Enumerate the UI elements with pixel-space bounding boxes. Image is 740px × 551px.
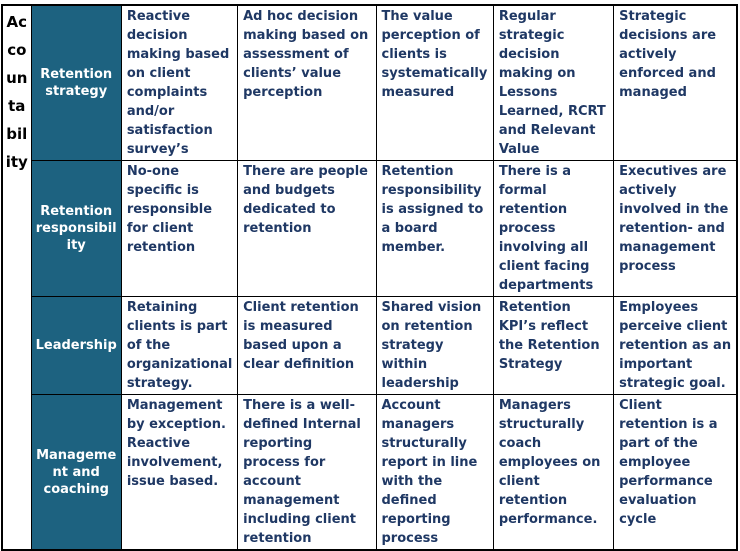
row-header-retention-responsibility: Retention responsibility <box>31 161 121 297</box>
matrix-cell: There is a formal retention process involving all client facing departments <box>493 161 613 297</box>
matrix-cell: Retention KPI’s reflect the Retention Strategy <box>493 297 613 395</box>
matrix-cell: Reactive decision making based on client complaints and/or satisfaction survey’s <box>121 5 237 161</box>
matrix-cell: Managers structurally coach employees on client retention performance. <box>493 395 613 551</box>
matrix-cell: Regular strategic decision making on Lessons Learned, RCRT and Relevant Value <box>493 5 613 161</box>
table-row <box>2 161 737 297</box>
matrix-cell: Executives are actively involved in the retention- and management process <box>614 161 737 297</box>
matrix-cell: There are people and budgets dedicated to retention <box>238 161 376 297</box>
table-row <box>2 5 737 161</box>
matrix-cell: Ad hoc decision making based on assessment of clients’ value perception <box>238 5 376 161</box>
matrix-cell: No-one specific is responsible for client retention <box>121 161 237 297</box>
matrix-cell: Client retention is a part of the employee performance evaluation cycle <box>614 395 737 551</box>
category-label-accountability: Accountability <box>2 5 31 550</box>
matrix-cell: Management by exception. Reactive involvement, issue based. <box>121 395 237 551</box>
matrix-cell: Strategic decisions are actively enforced and managed <box>614 5 737 161</box>
row-header-retention-strategy: Retention strategy <box>31 5 121 161</box>
matrix-cell: Retaining clients is part of the organizational strategy. <box>121 297 237 395</box>
matrix-cell: Shared vision on retention strategy within leadership <box>376 297 493 395</box>
row-header-management-and-coaching: Management and coaching <box>31 395 121 551</box>
matrix-cell: Client retention is measured based upon a clear definition <box>238 297 376 395</box>
table-row <box>2 297 737 395</box>
matrix-cell: The value perception of clients is systematically measured <box>376 5 493 161</box>
matrix-cell: Account managers structurally report in line with the defined reporting process <box>376 395 493 551</box>
matrix-cell: Employees perceive client retention as an important strategic goal. <box>614 297 737 395</box>
row-header-leadership: Leadership <box>31 297 121 395</box>
table-row <box>2 395 737 551</box>
matrix-cell: There is a well-defined Internal reporting process for account management including client retention <box>238 395 376 551</box>
maturity-matrix-table <box>1 4 738 551</box>
matrix-cell: Retention responsibility is assigned to a board member. <box>376 161 493 297</box>
